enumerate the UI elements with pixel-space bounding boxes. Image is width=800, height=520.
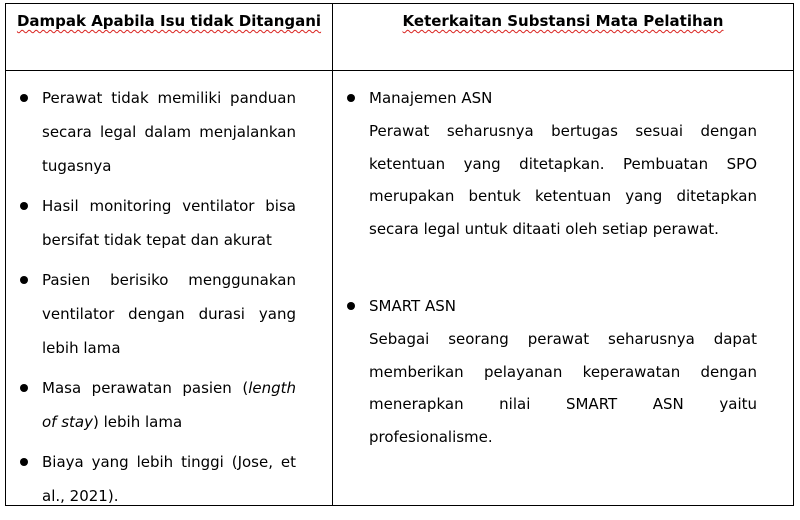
- bullet-icon: [347, 94, 355, 102]
- relevance-column: [333, 71, 793, 505]
- list-item: [18, 263, 296, 365]
- bullet-icon: [20, 202, 28, 210]
- bullet-icon: [20, 276, 28, 284]
- bullet-icon: [20, 94, 28, 102]
- list-item-text: Pasien berisiko menggunakan ventilator dengan durasi yang lebih lama: [42, 271, 296, 357]
- list-item-text: Biaya yang lebih tinggi (Jose, et al., 2021).: [42, 453, 296, 505]
- list-item-text: Perawat tidak memiliki panduan secara legal dalam menjalankan tugasnya: [42, 89, 296, 175]
- list-item: [18, 371, 296, 439]
- list-item-text: Hasil monitoring ventilator bisa bersifat tidak tepat dan akurat: [42, 197, 296, 249]
- comparison-table: [5, 3, 794, 506]
- header-relevance: [333, 4, 793, 70]
- bullet-icon: [20, 458, 28, 466]
- section-body-smart: Sebagai seorang perawat seharusnya dapat memberikan pelayanan keperawatan dengan menerapkan nilai SMART ASN yaitu profesionalisme.: [369, 330, 757, 446]
- section-body-manajemen: Perawat seharusnya bertugas sesuai dengan ketentuan yang ditetapkan. Pembuatan SPO merupakan bentuk ketentuan yang ditetapkan secara legal untuk ditaati oleh setiap perawat.: [369, 122, 757, 238]
- bullet-icon: [347, 302, 355, 310]
- list-item-text: Masa perawatan pasien (length of stay) lebih lama: [42, 379, 296, 431]
- header-impact-text: Dampak Apabila Isu tidak Ditangani: [16, 12, 322, 30]
- header-impact: [6, 4, 332, 70]
- list-item: [18, 445, 296, 513]
- bullet-icon: [20, 384, 28, 392]
- section-title-smart: SMART ASN: [345, 289, 757, 323]
- header-relevance-text: Keterkaitan Substansi Mata Pelatihan: [402, 12, 724, 30]
- list-item: [18, 81, 296, 183]
- impact-column: [6, 71, 332, 505]
- list-item: [18, 189, 296, 257]
- section-title-manajemen: Manajemen ASN: [345, 81, 757, 115]
